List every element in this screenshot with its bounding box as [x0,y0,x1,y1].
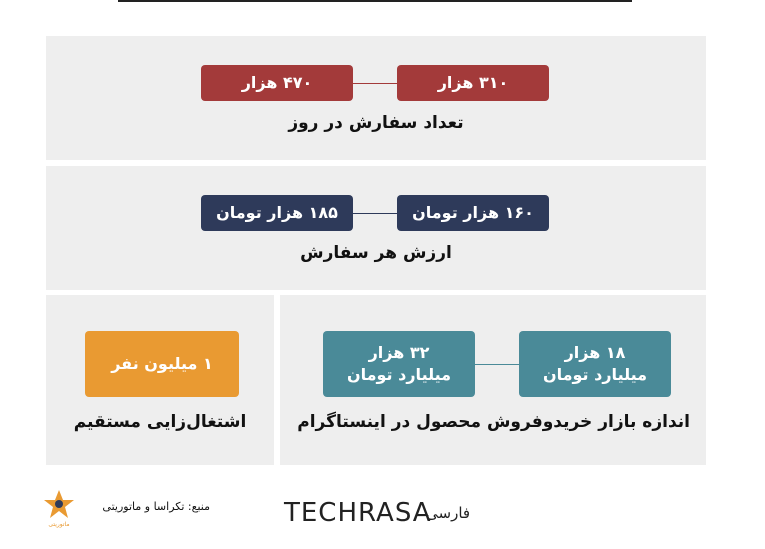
techrasa-farsi-label: فارسی [426,504,471,522]
panel-orders-per-day [46,36,706,160]
value-text-line2: میلیارد تومان [542,365,648,384]
value-pill-left [201,65,353,101]
value-pill-right [397,195,549,231]
value-pill-employment [85,331,239,397]
value-text: ۱۸۵ هزار تومان [216,203,338,223]
value-text-line1: ۱۸ هزار [564,343,626,363]
connector-line [475,364,519,365]
panel-order-value [46,166,706,290]
value-pill-left [323,331,475,397]
caption-instagram-market: اندازه بازار خریدوفروش محصول در اینستاگرام [297,412,690,432]
caption-order-value: ارزش هر سفارش [300,243,452,263]
logo-text: ماتوریتی [48,521,70,528]
connector-line [353,213,397,214]
source-note: منبع: تکراسا و ماتوریتی [102,500,210,513]
value-pill-right [397,65,549,101]
value-text: ۴۷۰ هزار [241,73,313,93]
connector-line [353,83,397,84]
techrasa-logo: TECHRASA [284,498,432,528]
caption-employment: اشتغال‌زایی مستقیم [73,412,247,432]
value-text: ۱۶۰ هزار تومان [412,203,534,223]
maturity-logo-icon [42,488,76,528]
caption-orders-per-day: تعداد سفارش در روز [288,113,464,133]
value-text: ۳۱۰ هزار [437,73,509,93]
value-text-line1: ۳۲ هزار [368,343,430,363]
value-text: ۱ میلیون نفر [111,354,213,374]
top-divider [118,0,632,2]
value-text-line2: میلیارد تومان [346,365,452,384]
value-pill-left [201,195,353,231]
value-pill-right [519,331,671,397]
